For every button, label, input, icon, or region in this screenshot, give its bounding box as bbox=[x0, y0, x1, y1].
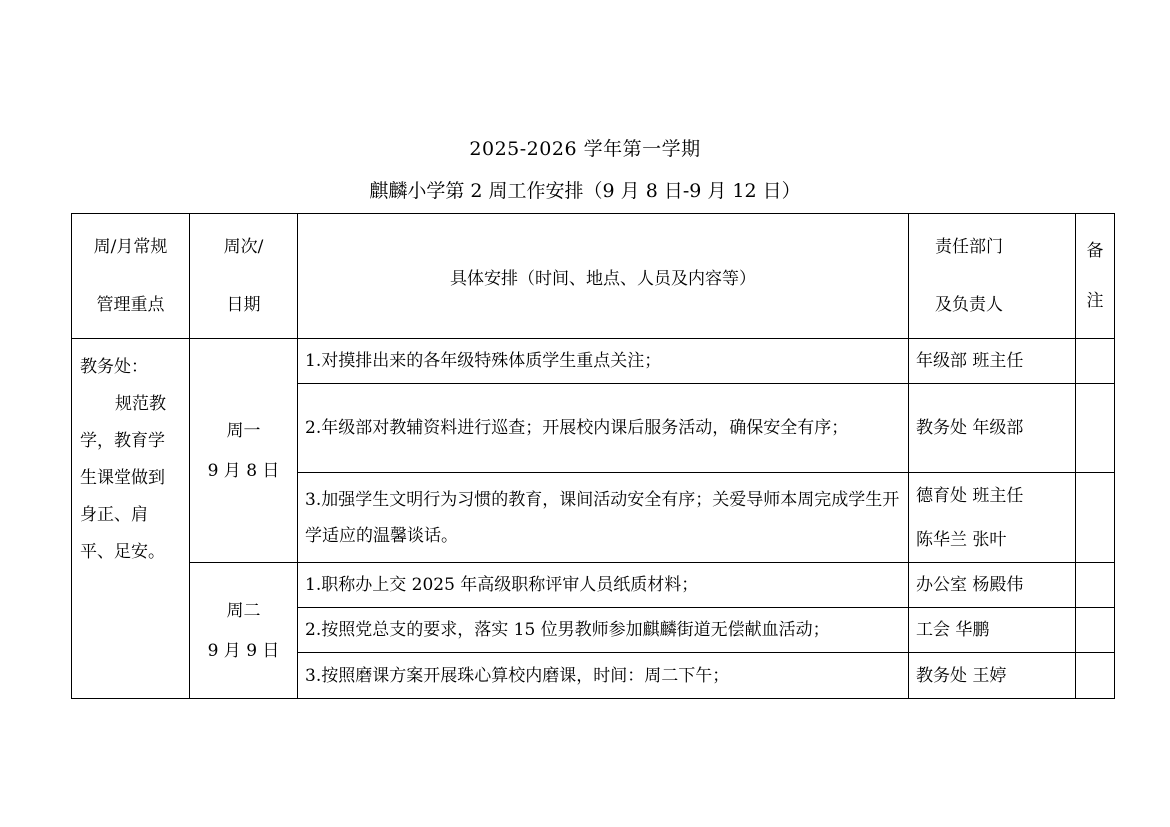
note-cell bbox=[1076, 563, 1115, 608]
dept-cell: 教务处 年级部 bbox=[909, 384, 1076, 473]
header-day bbox=[190, 214, 298, 339]
dept-cell: 工会 华鹏 bbox=[909, 608, 1076, 653]
day-cell-tuesday bbox=[190, 563, 298, 699]
table-row bbox=[72, 339, 1115, 384]
note-cell bbox=[1076, 608, 1115, 653]
task-cell: 2.按照党总支的要求，落实 15 位男教师参加麒麟街道无偿献血活动； bbox=[298, 608, 909, 653]
task-cell: 2.年级部对教辅资料进行巡查；开展校内课后服务活动，确保安全有序； bbox=[298, 384, 909, 473]
header-note-line2: 注 bbox=[1086, 291, 1104, 311]
header-row bbox=[72, 214, 1115, 339]
header-category-line1: 周/月常规 bbox=[93, 237, 168, 257]
day-cell-monday bbox=[190, 339, 298, 563]
day-date: 9 月 9 日 bbox=[207, 640, 280, 661]
dept-cell bbox=[909, 473, 1076, 563]
task-cell: 3.按照磨课方案开展珠心算校内磨课，时间：周二下午； bbox=[298, 653, 909, 699]
task-cell: 1.职称办上交 2025 年高级职称评审人员纸质材料； bbox=[298, 563, 909, 608]
day-weekday: 周二 bbox=[226, 600, 261, 621]
header-category-line2: 管理重点 bbox=[96, 295, 165, 315]
dept-line1: 德育处 班主任 bbox=[916, 485, 1024, 506]
note-cell bbox=[1076, 339, 1115, 384]
category-body-wrap bbox=[80, 386, 181, 571]
schedule-table bbox=[71, 213, 1115, 699]
dept-cell: 办公室 杨殿伟 bbox=[909, 563, 1076, 608]
header-dept-line2: 及负责人 bbox=[935, 295, 1003, 315]
category-heading: 教务处： bbox=[80, 357, 148, 377]
dept-cell: 年级部 班主任 bbox=[909, 339, 1076, 384]
day-weekday: 周一 bbox=[226, 420, 261, 441]
document-title-term: 2025-2026 学年第一学期 bbox=[469, 138, 701, 160]
dept-line2: 陈华兰 张叶 bbox=[916, 529, 1007, 550]
note-cell bbox=[1076, 653, 1115, 699]
day-date: 9 月 8 日 bbox=[207, 460, 280, 481]
header-category bbox=[72, 214, 190, 339]
task-cell: 3.加强学生文明行为习惯的教育，课间活动安全有序；关爱导师本周完成学生开学适应的温馨谈话。 bbox=[298, 473, 909, 563]
task-cell: 1.对摸排出来的各年级特殊体质学生重点关注； bbox=[298, 339, 909, 384]
note-cell bbox=[1076, 384, 1115, 473]
note-cell bbox=[1076, 473, 1115, 563]
dept-cell: 教务处 王婷 bbox=[909, 653, 1076, 699]
document-title-week: 麒麟小学第 2 周工作安排（9 月 8 日-9 月 12 日） bbox=[369, 180, 801, 202]
header-day-line1: 周次/ bbox=[223, 237, 264, 257]
category-body: 规范教学，教育学生课堂做到身正、肩平、足安。 bbox=[80, 394, 166, 562]
header-note bbox=[1076, 214, 1115, 339]
header-department bbox=[909, 214, 1076, 339]
header-arrangement: 具体安排（时间、地点、人员及内容等） bbox=[298, 214, 909, 339]
header-day-line2: 日期 bbox=[226, 295, 261, 315]
header-dept-line1: 责任部门 bbox=[935, 237, 1003, 257]
category-cell bbox=[72, 339, 190, 699]
header-note-line1: 备 bbox=[1086, 241, 1104, 261]
table-row bbox=[72, 563, 1115, 608]
